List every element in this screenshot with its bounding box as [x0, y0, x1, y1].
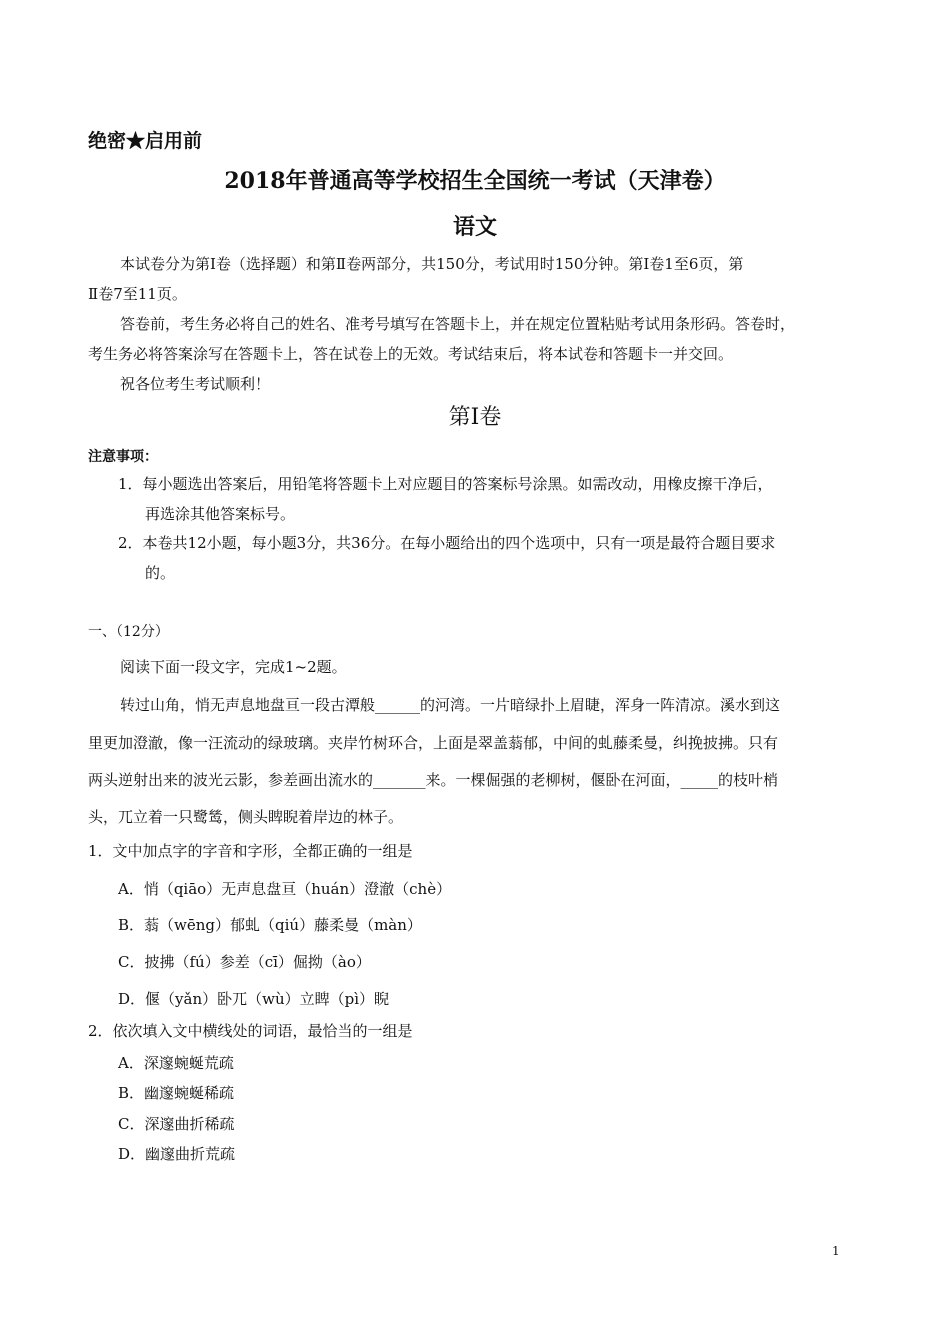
- passage-line-4: 头，兀立着一只鹭鸶，侧头睥睨着岸边的林子。: [88, 808, 404, 826]
- question-1-option-a: A．悄（qiāo）无声息盘亘（huán）澄澈（chè）: [118, 880, 452, 898]
- question-2-option-b: B．幽邃蜿蜒稀疏: [118, 1084, 235, 1102]
- section-1-heading: 一、（12分）: [88, 624, 169, 640]
- subject-title: 语文: [452, 214, 497, 240]
- intro-line-5: 祝各位考生考试顺利！: [120, 375, 271, 393]
- notice-item-2-line-2: 的。: [145, 564, 176, 582]
- question-1-option-d: D．偃（yǎn）卧兀（wù）立睥（pì）睨: [118, 990, 390, 1008]
- intro-line-3: 答卷前，考生务必将自己的姓名、准考号填写在答题卡上，并在规定位置粘贴考试用条形码。答卷时，: [120, 315, 796, 333]
- confidential-label: 绝密★启用前: [88, 130, 203, 152]
- question-2-option-d: D．幽邃曲折荒疏: [118, 1145, 236, 1163]
- notice-item-1-line-1: 1．每小题选出答案后，用铅笔将答题卡上对应题目的答案标号涂黑。如需改动，用橡皮擦干净后，: [118, 475, 773, 493]
- intro-line-4: 考生务必将答案涂写在答题卡上，答在试卷上的无效。考试结束后，将本试卷和答题卡一并交回。: [88, 345, 734, 363]
- notice-item-1-line-2: 再选涂其他答案标号。: [145, 505, 296, 523]
- passage-line-2: 里更加澄澈，像一汪流动的绿玻璃。夹岸竹树环合，上面是翠盖蓊郁，中间的虬藤柔曼，纠挽披拂。只有: [88, 734, 779, 752]
- question-1-option-c: C．披拂（fú）参差（cī）倔拗（ào）: [118, 953, 371, 971]
- question-1-option-b: B．蓊（wēng）郁虬（qiú）藤柔曼（màn）: [118, 916, 422, 934]
- question-2-option-a: A．深邃蜿蜒荒疏: [118, 1054, 234, 1072]
- question-1-stem: 1．文中加点字的字音和字形，全都正确的一组是: [88, 842, 413, 860]
- notice-heading: 注意事项：: [88, 449, 158, 465]
- volume-title: 第Ⅰ卷: [448, 405, 502, 430]
- page-number: 1: [832, 1244, 840, 1258]
- passage-line-3: 两头逆射出来的波光云影，参差画出流水的_______来。一棵倔强的老柳树，偃卧在河面，_____的枝叶梢: [88, 771, 779, 789]
- question-2-option-c: C．深邃曲折稀疏: [118, 1115, 235, 1133]
- intro-line-2: Ⅱ卷7至11页。: [88, 285, 187, 303]
- section-1-instruction: 阅读下面一段文字，完成1~2题。: [120, 658, 347, 676]
- intro-line-1: 本试卷分为第Ⅰ卷（选择题）和第Ⅱ卷两部分，共150分，考试用时150分钟。第Ⅰ卷1至6页，第: [120, 255, 744, 273]
- notice-item-2-line-1: 2．本卷共12小题，每小题3分，共36分。在每小题给出的四个选项中，只有一项是最符合题目要求: [118, 534, 776, 552]
- exam-title: 2018年普通高等学校招生全国统一考试（天津卷）: [224, 168, 726, 194]
- passage-line-1: 转过山角，悄无声息地盘亘一段古潭般______的河湾。一片暗绿扑上眉睫，浑身一阵清凉。溪水到这: [120, 696, 781, 714]
- question-2-stem: 2．依次填入文中横线处的词语，最恰当的一组是: [88, 1022, 413, 1040]
